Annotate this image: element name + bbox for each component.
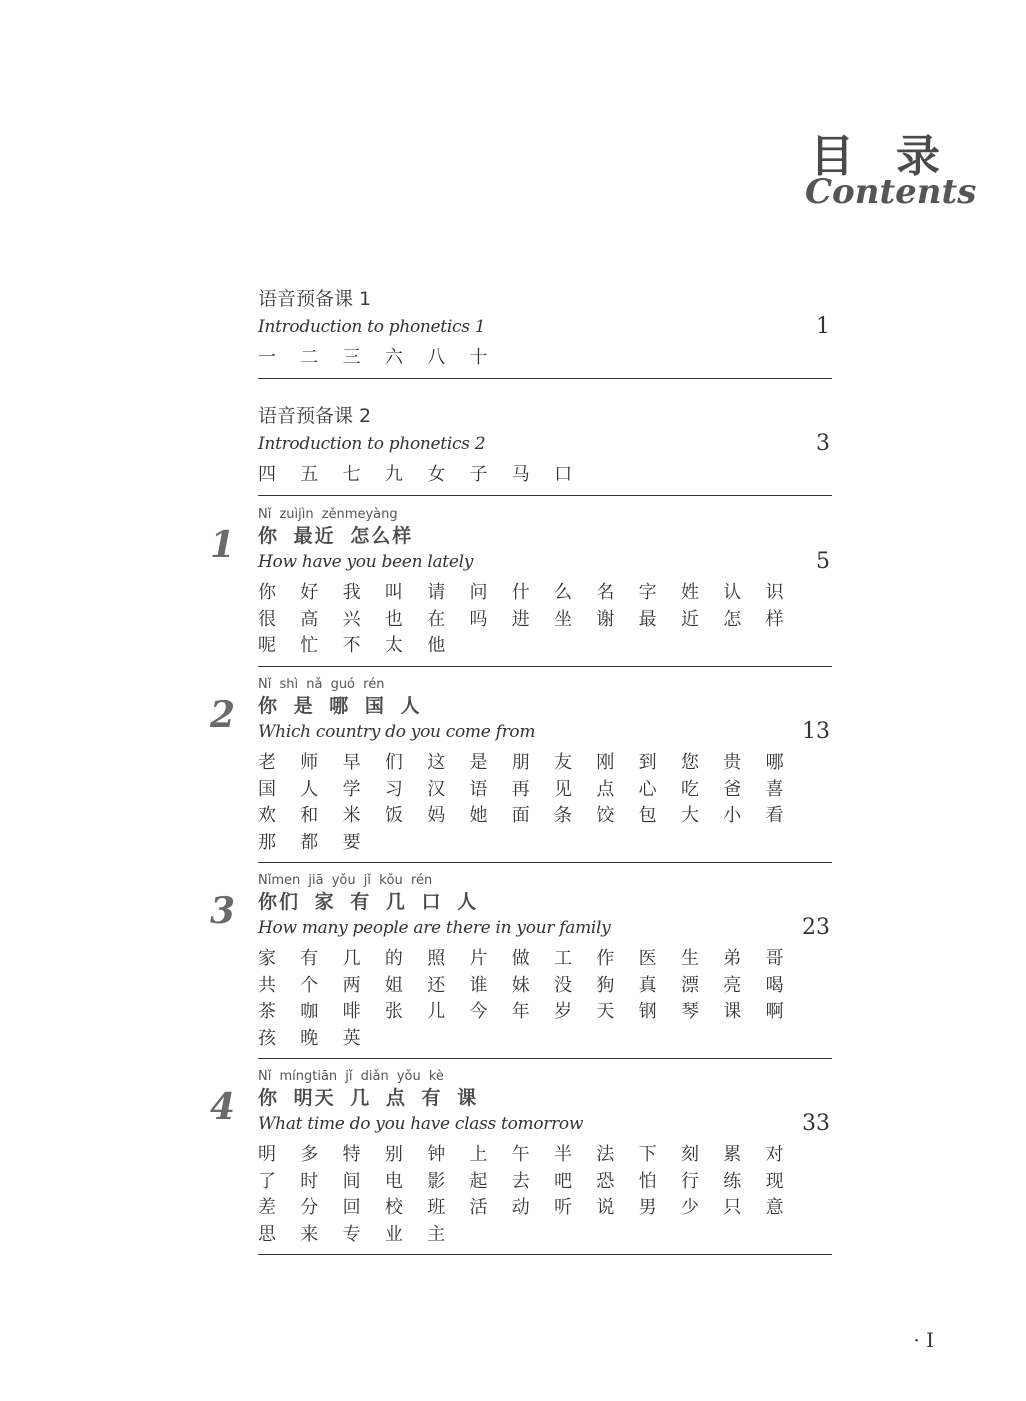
character: 我: [342, 582, 361, 603]
entry-pinyin: Nǐ shì nǎ guó rén: [258, 677, 385, 692]
character: 四: [258, 464, 276, 485]
lesson-number: 4: [210, 1086, 236, 1128]
character: 六: [384, 347, 403, 368]
character: 钢: [638, 1001, 657, 1022]
character: 贵: [723, 752, 742, 773]
character: 面: [511, 805, 530, 826]
character-list: [258, 341, 832, 378]
character: 口: [554, 464, 573, 485]
character: 漂: [680, 974, 699, 996]
page-number-footer: · I: [913, 1328, 934, 1352]
character: 明: [258, 1144, 276, 1165]
character: 刚: [596, 752, 615, 773]
character-row: [258, 1222, 832, 1249]
character: 呢: [258, 635, 276, 656]
character: 啡: [342, 1001, 361, 1022]
entry-english-title: How have you been lately: [258, 552, 474, 572]
character: 进: [511, 608, 530, 630]
contents-title-english: Contents: [805, 172, 977, 212]
character: 师: [300, 752, 319, 773]
character: 包: [638, 805, 657, 826]
toc-entry-phonetics-2[interactable]: [258, 403, 832, 496]
character: 喜: [765, 778, 784, 800]
entry-heading: 语音预备课 1: [258, 288, 372, 310]
entry-chinese-title: 你 是 哪 国 人: [258, 695, 422, 717]
character: 五: [300, 464, 319, 485]
character: 去: [511, 1170, 530, 1192]
character-row: [258, 803, 832, 830]
character: 问: [469, 582, 488, 603]
character: 医: [638, 948, 657, 969]
character: 谁: [469, 974, 488, 996]
title-char-1: 目: [810, 131, 854, 182]
character: 差: [258, 1197, 276, 1218]
character: 啊: [765, 1001, 784, 1022]
character: 不: [342, 635, 361, 656]
entry-page-number[interactable]: 1: [816, 314, 830, 339]
character: 国: [258, 778, 276, 800]
entry-english-title: Which country do you come from: [258, 722, 536, 742]
character: 哪: [765, 752, 784, 773]
character: 兴: [342, 608, 361, 630]
character: 茶: [258, 1001, 276, 1022]
entry-english-title: What time do you have class tomorrow: [258, 1114, 584, 1134]
character: 好: [300, 582, 319, 603]
character: 影: [427, 1170, 446, 1192]
character: 高: [300, 608, 319, 630]
character: 姓: [680, 582, 699, 603]
character: 看: [765, 805, 784, 826]
character: 友: [554, 752, 573, 773]
character-list: [258, 576, 832, 666]
character: 对: [765, 1144, 784, 1165]
character: 女: [427, 464, 446, 485]
character: 亮: [723, 974, 742, 996]
character: 课: [723, 1001, 742, 1022]
character: 近: [680, 608, 699, 630]
character: 时: [300, 1170, 319, 1192]
entry-page-number[interactable]: 5: [816, 549, 830, 574]
character: 很: [258, 608, 276, 630]
character: 再: [511, 778, 530, 800]
character: 九: [384, 464, 403, 485]
entry-page-number[interactable]: 3: [816, 431, 830, 456]
character: 老: [258, 752, 276, 773]
entry-page-number[interactable]: 23: [802, 915, 830, 940]
character-row: [258, 580, 832, 607]
character: 分: [300, 1197, 319, 1218]
character: 练: [723, 1170, 742, 1192]
character: 动: [511, 1197, 530, 1218]
entry-pinyin: Nǐmen jiā yǒu jǐ kǒu rén: [258, 873, 433, 888]
character: 妈: [427, 805, 446, 826]
character: 说: [596, 1197, 615, 1218]
character: 那: [258, 831, 276, 853]
toc-entry-lesson-4[interactable]: [258, 1068, 832, 1255]
character-row: [258, 633, 832, 660]
character: 只: [723, 1197, 742, 1218]
character: 谢: [596, 608, 615, 630]
character-row: [258, 973, 832, 1000]
character: 二: [300, 347, 319, 368]
character-row: [258, 345, 832, 372]
character: 咖: [300, 1001, 319, 1022]
character: 还: [427, 974, 446, 996]
character: 哥: [765, 948, 784, 969]
character: 这: [427, 752, 446, 773]
character: 回: [342, 1197, 361, 1218]
character: 意: [765, 1197, 784, 1218]
character: 七: [342, 464, 361, 485]
character: 您: [680, 752, 699, 773]
toc-entry-lesson-3[interactable]: [258, 872, 832, 1059]
toc-entry-lesson-2[interactable]: [258, 676, 832, 863]
character: 姐: [384, 974, 403, 996]
character-row: [258, 777, 832, 804]
character: 上: [469, 1144, 488, 1165]
character: 活: [469, 1197, 488, 1218]
character-list: [258, 746, 832, 862]
character-row: [258, 462, 832, 489]
lesson-number: 2: [210, 694, 236, 736]
character: 和: [300, 805, 319, 826]
entry-chinese-title: 你 最近 怎么样: [258, 525, 414, 547]
entry-page-number[interactable]: 33: [802, 1111, 830, 1136]
character: 班: [427, 1197, 446, 1218]
character: 他: [427, 635, 446, 656]
character: 多: [300, 1144, 319, 1165]
character: 琴: [680, 1001, 699, 1022]
entry-chinese-title: 你 明天 几 点 有 课: [258, 1087, 479, 1109]
character: 朋: [511, 752, 530, 773]
character: 英: [342, 1027, 361, 1049]
character: 生: [680, 948, 699, 969]
character: 真: [638, 974, 657, 996]
character: 一: [258, 347, 276, 368]
character: 吧: [554, 1170, 573, 1192]
character: 起: [469, 1170, 488, 1192]
character: 点: [596, 778, 615, 800]
entry-english-title: How many people are there in your family: [258, 918, 611, 938]
character-row: [258, 1195, 832, 1222]
character-row: [258, 830, 832, 857]
character: 叫: [384, 582, 403, 603]
character: 字: [638, 582, 657, 603]
character: 刻: [680, 1144, 699, 1165]
character-row: [258, 946, 832, 973]
character: 都: [300, 831, 319, 853]
character: 电: [384, 1170, 403, 1192]
character: 饭: [384, 805, 403, 826]
character-row: [258, 1026, 832, 1053]
character: 儿: [427, 1001, 446, 1022]
character: 欢: [258, 805, 276, 826]
character: 专: [342, 1223, 361, 1245]
character: 两: [342, 974, 361, 996]
character-list: [258, 458, 832, 495]
character: 今: [469, 1001, 488, 1022]
character: 恐: [596, 1170, 615, 1192]
character: 几: [342, 948, 361, 969]
character: 习: [384, 778, 403, 800]
entry-page-number[interactable]: 13: [802, 719, 830, 744]
character: 语: [469, 778, 488, 800]
character: 人: [300, 778, 319, 800]
character: 孩: [258, 1027, 276, 1049]
character: 她: [469, 805, 488, 826]
character: 主: [427, 1223, 446, 1245]
character-row: [258, 750, 832, 777]
character: 认: [723, 582, 742, 603]
character: 怕: [638, 1170, 657, 1192]
character: 见: [554, 778, 573, 800]
entry-english-title: Introduction to phonetics 1: [258, 317, 486, 337]
character: 年: [511, 1001, 530, 1022]
entry-pinyin: Nǐ zuìjìn zěnmeyàng: [258, 507, 398, 522]
character: 张: [384, 1001, 403, 1022]
character: 太: [384, 635, 403, 656]
character: 条: [554, 805, 573, 826]
character: 业: [384, 1223, 403, 1245]
character: 弟: [723, 948, 742, 969]
character: 作: [596, 948, 615, 969]
character: 大: [680, 805, 699, 826]
character: 马: [511, 464, 530, 485]
character: 怎: [723, 608, 742, 630]
character: 午: [511, 1144, 530, 1165]
character: 了: [258, 1170, 276, 1192]
entry-chinese-title: 你们 家 有 几 口 人: [258, 891, 479, 913]
character: 狗: [596, 974, 615, 996]
character: 坐: [554, 608, 573, 630]
character: 家: [258, 948, 276, 969]
character: 小: [723, 805, 742, 826]
character: 钟: [427, 1144, 446, 1165]
character: 个: [300, 974, 319, 996]
character: 照: [427, 948, 446, 969]
character: 十: [469, 347, 488, 368]
character: 请: [427, 582, 446, 603]
character-row: [258, 607, 832, 634]
character: 工: [554, 948, 573, 969]
character: 吗: [469, 608, 488, 630]
character: 特: [342, 1144, 361, 1165]
character: 名: [596, 582, 615, 603]
character: 在: [427, 608, 446, 630]
character: 米: [342, 805, 361, 826]
character: 忙: [300, 635, 319, 656]
lesson-number: 3: [210, 890, 236, 932]
character: 八: [427, 347, 446, 368]
character: 子: [469, 464, 488, 485]
character-row: [258, 1142, 832, 1169]
character: 最: [638, 608, 657, 630]
character: 要: [342, 831, 361, 853]
character: 思: [258, 1223, 276, 1245]
character: 吃: [680, 778, 699, 800]
entry-heading: 语音预备课 2: [258, 405, 372, 427]
character: 没: [554, 974, 573, 996]
character: 别: [384, 1144, 403, 1165]
character: 有: [300, 948, 319, 969]
character: 早: [342, 752, 361, 773]
character-list: [258, 1138, 832, 1254]
character: 岁: [554, 1001, 573, 1022]
character: 少: [680, 1197, 699, 1218]
character: 么: [554, 582, 573, 603]
character: 校: [384, 1197, 403, 1218]
character: 识: [765, 582, 784, 603]
character: 片: [469, 948, 488, 969]
character: 是: [469, 752, 488, 773]
character: 到: [638, 752, 657, 773]
entry-pinyin: Nǐ míngtiān jǐ diǎn yǒu kè: [258, 1069, 444, 1084]
character: 男: [638, 1197, 657, 1218]
character: 汉: [427, 778, 446, 800]
character: 累: [723, 1144, 742, 1165]
character: 心: [638, 778, 657, 800]
character: 你: [258, 582, 276, 603]
character: 听: [554, 1197, 573, 1218]
character: 法: [596, 1144, 615, 1165]
character: 爸: [723, 778, 742, 800]
character: 们: [384, 752, 403, 773]
character: 共: [258, 974, 276, 996]
character: 现: [765, 1170, 784, 1192]
character: 三: [342, 347, 361, 368]
entry-english-title: Introduction to phonetics 2: [258, 434, 486, 454]
character: 喝: [765, 974, 784, 996]
character-list: [258, 942, 832, 1058]
character: 学: [342, 778, 361, 800]
toc-entry-phonetics-1[interactable]: [258, 286, 832, 379]
character: 下: [638, 1144, 657, 1165]
character: 做: [511, 948, 530, 969]
title-char-2: 录: [896, 131, 940, 182]
character: 来: [300, 1223, 319, 1245]
character: 样: [765, 608, 784, 630]
character: 晚: [300, 1027, 319, 1049]
character: 也: [384, 608, 403, 630]
character: 饺: [596, 805, 615, 826]
character-row: [258, 1169, 832, 1196]
character: 半: [554, 1144, 573, 1165]
character: 妹: [511, 974, 530, 996]
character: 行: [680, 1170, 699, 1192]
character-row: [258, 999, 832, 1026]
toc-entry-lesson-1[interactable]: [258, 506, 832, 667]
character: 天: [596, 1001, 615, 1022]
character: 的: [384, 948, 403, 969]
lesson-number: 1: [210, 524, 236, 566]
character: 什: [511, 582, 530, 603]
character: 间: [342, 1170, 361, 1192]
